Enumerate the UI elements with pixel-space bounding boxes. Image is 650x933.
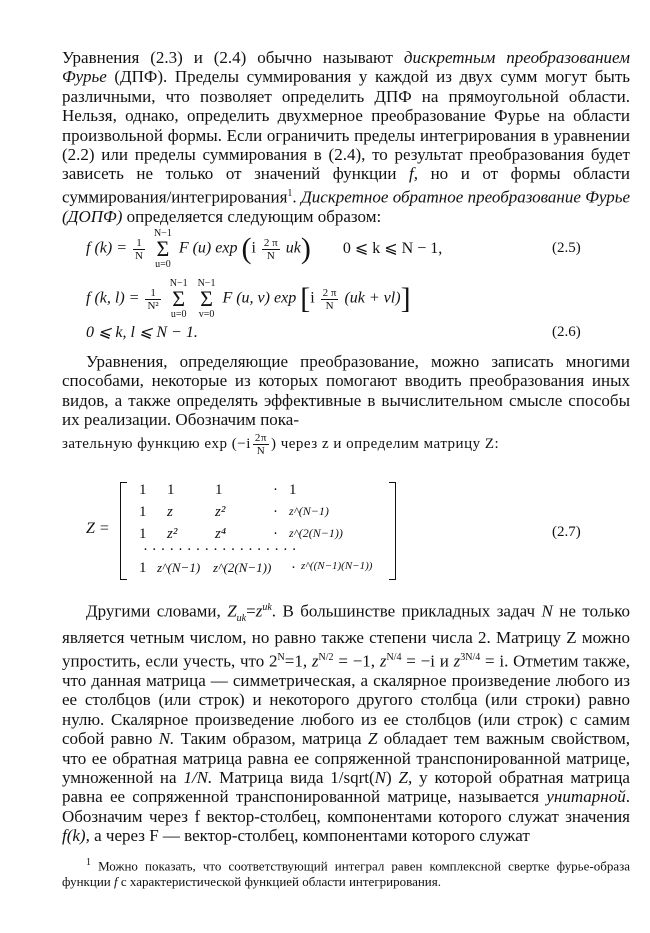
matrix-label: Z =	[86, 520, 110, 537]
equation-number-2-6: (2.6)	[552, 324, 581, 340]
paragraph-dft-intro: Уравнения (2.3) и (2.4) обычно называют дискретным преобразованием Фурье (ДПФ). Пределы суммирования у каждой из двух сумм могут быть различными, что позволяет определить ДПФ на прямоугольной области. Нельзя, однако, определить двухмерное преобразование Фурье на области произвольной формы. Если ограничить пределы интегрирования в уравнении (2.2) или пределы суммирования в (2.4), то результат преобразования будет зависеть не только от значений функции f, но и от формы области суммирования/интегрирования$^1$. Дискретное обратное преобразование Фурье (ДОПФ) определяется следующим образом:	[62, 48, 631, 226]
paragraph-matrix-properties: Другими словами, $Z_{uk}=z^{uk}$. В большинстве прикладных задач N не только является четным числом, но равно также степени числа 2. Матрицу Z можно упростить, если учесть, что $2^N=1$, $z^{N/2} = -1$, $z^{N/4} = -i$ и $z^{3N/4} = i$. Отметим также, что данная матрица — симметрическая, а скалярное произведение любого из ее столбцов (или строк) и некоторого другого столбца (или строки) равно нулю. Скалярное произведение любого из ее столбцов (или строк) с самим собой равно N. Таким образом, матрица Z обладает тем важным свойством, что ее обратная матрица равна ее сопряженной транспонированной матрице, умноженной на 1/N. Матрица вида 1/sqrt(N) Z, у которой обратная матрица равна ее сопряженной транспонированной матрице, называется унитарной. Обозначим через f вектор-столбец, компонентами которого служат значения f(k), а через F — вектор-столбец, компонентами которого служат	[62, 601, 630, 846]
equation-2-6-condition: 0 ⩽ k, l ⩽ N − 1.	[86, 324, 198, 341]
equation-2-5: f (k) = $\frac{1}{N}$ N−1 Σ u=0 F (u) exp (i $\frac{2 \pi}{N}$ uk) 0 ⩽ k ⩽ N − 1,	[86, 228, 443, 270]
equation-number-2-5: (2.5)	[552, 240, 581, 256]
footnote-ref: 1	[287, 187, 293, 199]
footnote-mark: 1	[86, 857, 91, 868]
equation-2-5-condition: 0 ⩽ k ⩽ N − 1,	[342, 239, 443, 257]
footnote: $^1$ Можно показать, что соответствующий интеграл равен комплексной свертке фурье-образа функции f с характеристической функцией области интегрирования.	[62, 857, 630, 890]
matrix-z: 1 1 1 · 1 1 z z² · z^(N−1) 1 z² z⁴ · z^(2(N−1)) · · · · · · · · · · · · · · · · · · 1 z^(N−1) z^(2(N−1)) · z^((N−1)(N−1))	[120, 482, 396, 580]
equation-number-2-7: (2.7)	[552, 524, 581, 540]
equation-2-6: f (k, l) = $\frac{1}{\text{N²}}$ N−1 Σ u=0 N−1 Σ v=0 F (u, v) exp [i $\frac{2 \pi}{N}$ (uk + vl)]	[86, 278, 411, 320]
paragraph-representations: Уравнения, определяющие преобразование, можно записать многими способами, некоторые из которых помогают вводить преобразования иных видов, а также определять эффективные в вычислительном смысле способы их реализации. Обозначим пока-	[62, 352, 630, 430]
paragraph-exp-function: зательную функцию exp (−i $\frac{2\pi}{N}$ ) через z и определим матрицу Z:	[62, 432, 500, 457]
